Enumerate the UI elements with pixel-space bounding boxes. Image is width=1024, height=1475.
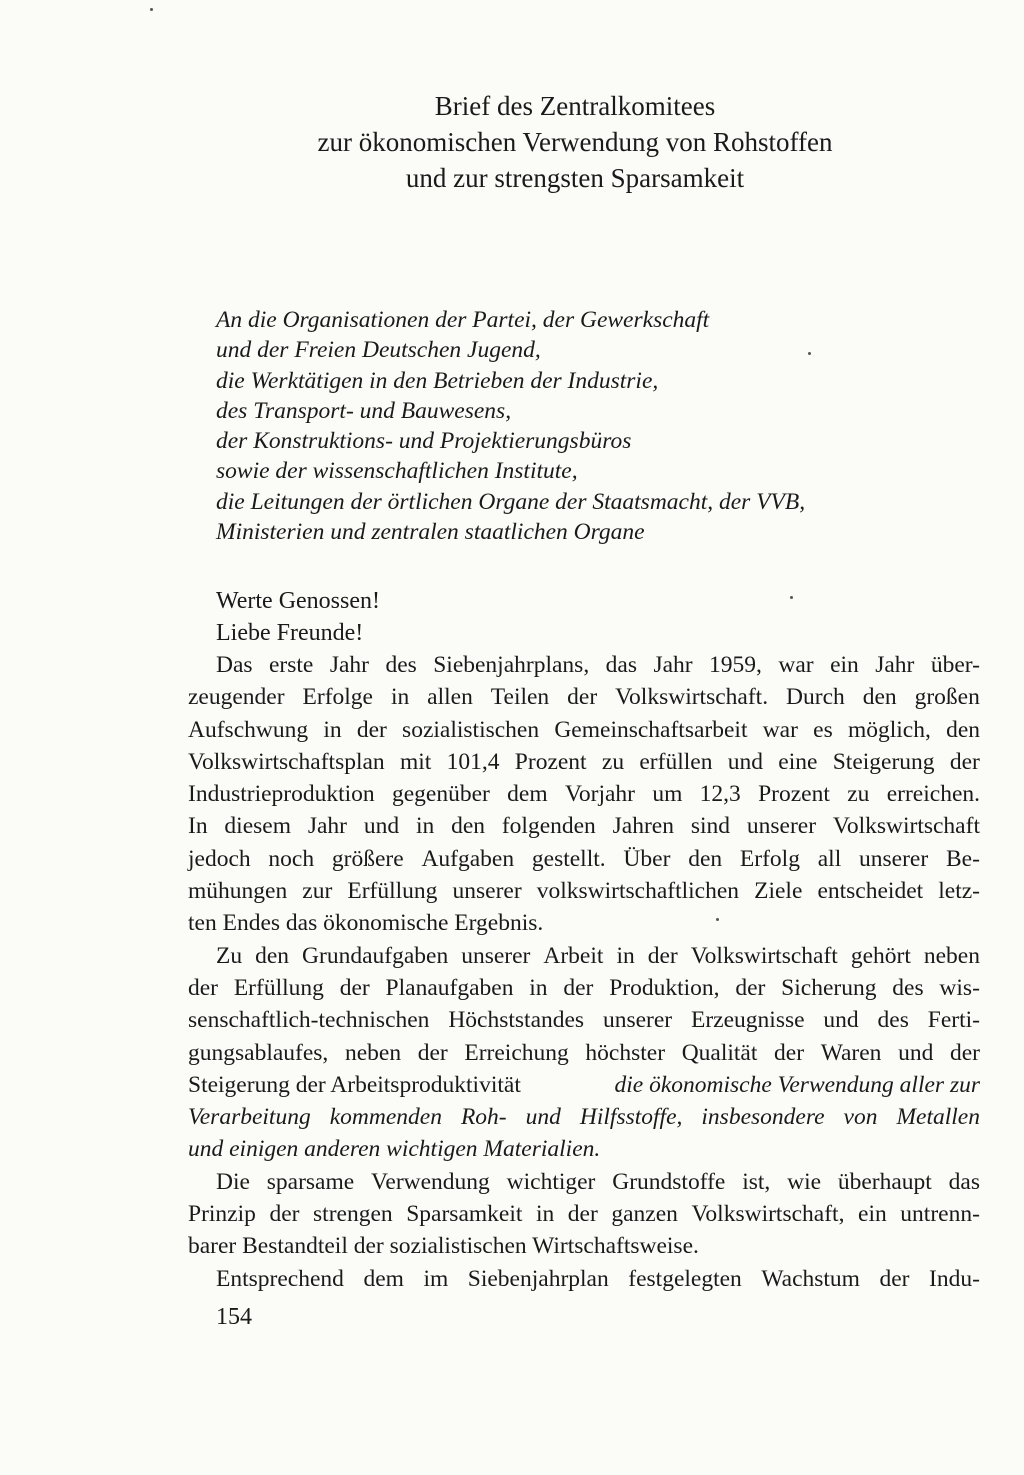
word: sind (690, 813, 731, 840)
body-text (188, 649, 980, 1295)
word: Gemeinschaftsarbeit (554, 716, 748, 743)
salutation (216, 585, 380, 649)
word: dem (363, 1265, 404, 1292)
addressee-block (216, 305, 896, 547)
body-line (188, 778, 980, 810)
word: möglich, (847, 716, 931, 743)
word: der (339, 974, 370, 1001)
body-line (188, 1004, 980, 1036)
word: festgelegten (628, 1265, 742, 1292)
salutation-line-2: Liebe Freunde! (216, 620, 364, 646)
word: sozialistischen (402, 716, 540, 743)
word: Verarbeitung (188, 1104, 311, 1131)
word: Volkswirtschaft (690, 942, 838, 969)
word: Siebenjahrplan (467, 1265, 609, 1292)
word: 101,4 (446, 748, 500, 775)
word: letz- (938, 878, 980, 905)
word: entscheidet (817, 878, 924, 905)
word: des (877, 1007, 909, 1034)
word: mit (399, 748, 432, 775)
word: Siebenjahrplans, (433, 652, 590, 678)
word: der (647, 942, 678, 969)
address-line: des Transport- und Bauwesens, (216, 397, 512, 424)
word: der (269, 1201, 300, 1228)
word: in (616, 942, 635, 969)
word: gehört (850, 942, 911, 969)
word: folgenden (501, 813, 596, 840)
word: unserer (746, 813, 817, 840)
word: wie (787, 1168, 822, 1195)
word: Arbeit (543, 942, 604, 969)
paper-speck (716, 918, 719, 921)
body-line: barer Bestandteil der sozialistischen Wirtschaftsweise. (188, 1233, 699, 1260)
word: Prozent (514, 748, 587, 775)
word: gungsablaufes, (188, 1039, 329, 1066)
word: erfüllen (639, 748, 713, 775)
word: Sparsamkeit (406, 1201, 523, 1228)
word: um (652, 781, 683, 808)
word: unserer (452, 878, 522, 905)
word: zu (601, 748, 625, 775)
word: unserer (602, 1007, 673, 1034)
word: den (946, 716, 980, 743)
word: und (525, 1104, 561, 1131)
word: Zu (216, 942, 243, 969)
body-line (188, 843, 980, 875)
emphasis-line: und einigen anderen wichtigen Materialien. (188, 1136, 601, 1163)
word: Ziele (754, 878, 803, 905)
word: Prinzip (188, 1201, 256, 1228)
word: Be- (945, 845, 980, 872)
address-line: die Leitungen der örtlichen Organe der Staatsmacht, der VVB, (216, 488, 806, 515)
word: und (363, 813, 400, 840)
word: das (605, 652, 637, 678)
word: Die (216, 1168, 250, 1195)
word: Ferti- (927, 1007, 980, 1034)
word: Volkswirtschaft. (615, 684, 769, 711)
word: den (862, 684, 897, 711)
word: es (813, 716, 833, 743)
word: gegenüber (391, 781, 490, 808)
body-line (216, 649, 980, 681)
word: eine (778, 748, 818, 775)
word: allen (427, 684, 473, 711)
body-line: ten Endes das ökonomische Ergebnis. (188, 910, 544, 937)
word: Planaufgaben (385, 974, 514, 1001)
word: Erfüllung (347, 878, 438, 905)
word: Hilfsstoffe, (579, 1104, 683, 1131)
word: Wachstum (761, 1265, 860, 1292)
paper-speck (150, 8, 153, 11)
address-line: der Konstruktions- und Projektierungsbüros (216, 428, 632, 455)
word: in (529, 974, 548, 1001)
emphasis-span: die ökonomische Verwendung aller zur (614, 1071, 980, 1098)
word: volkswirtschaftlichen (536, 878, 740, 905)
word: war (778, 652, 814, 678)
body-line (188, 1198, 980, 1230)
word: der (356, 716, 387, 743)
word: zu (847, 781, 870, 808)
word: Vorjahr (564, 781, 636, 808)
address-line: An die Organisationen der Partei, der Gewerkschaft (216, 307, 710, 333)
emphasis-line (188, 1101, 980, 1133)
word: unserer (859, 845, 929, 872)
word: Verwendung (371, 1168, 490, 1195)
word: Höchststandes (448, 1007, 585, 1034)
body-line (188, 1037, 980, 1069)
paper-speck (790, 596, 793, 599)
word: des (892, 974, 924, 1001)
word: Teilen (490, 684, 550, 711)
word: erreichen. (886, 781, 980, 808)
word: des (385, 652, 417, 678)
address-line: Ministerien und zentralen staatlichen Organe (216, 519, 645, 546)
word: größere (331, 845, 404, 872)
word: großen (914, 684, 980, 711)
word: Sicherung (781, 974, 877, 1001)
word: ein (830, 652, 859, 678)
word: das (948, 1168, 980, 1195)
word: Durch (786, 684, 845, 711)
word: in (390, 684, 410, 711)
word: über- (930, 652, 980, 678)
word: Indu- (929, 1265, 980, 1292)
title-line-1: Brief des Zentralkomitees (434, 91, 716, 121)
word: neben (923, 942, 980, 969)
word: ist, (742, 1168, 771, 1195)
word: sparsame (266, 1168, 355, 1195)
title-line-3: und zur strengsten Sparsamkeit (405, 163, 745, 193)
word: 12,3 (699, 781, 741, 808)
word: der (949, 1039, 980, 1066)
word: und (823, 1007, 859, 1034)
word: Jahr (307, 813, 347, 840)
word: wichtiger (506, 1168, 596, 1195)
word: den (451, 813, 485, 840)
word: Waren (820, 1039, 882, 1066)
word: Jahr (875, 652, 915, 678)
body-line (188, 810, 980, 842)
body-line (188, 746, 980, 778)
salutation-line-1: Werte Genossen! (216, 588, 381, 614)
word: ein (858, 1201, 887, 1228)
word: und (727, 748, 763, 775)
word: insbesondere (701, 1104, 825, 1131)
word: der (188, 974, 219, 1001)
word: wis- (939, 974, 980, 1001)
word: Volkswirtschaftsplan (188, 748, 385, 775)
body-line (216, 1166, 980, 1198)
word: der (774, 1039, 805, 1066)
word: zeugender (188, 684, 285, 711)
word: war (762, 716, 798, 743)
word: der (879, 1265, 910, 1292)
word: Aufgaben (421, 845, 515, 872)
word: noch (268, 845, 315, 872)
word: den (688, 845, 723, 872)
word: von (843, 1104, 878, 1131)
word: untrenn- (900, 1201, 980, 1228)
body-line (188, 972, 980, 1004)
word: all (817, 845, 842, 872)
paper-speck (808, 352, 811, 355)
address-line: und der Freien Deutschen Jugend, (216, 337, 541, 364)
word: Über (623, 845, 671, 872)
word: Volkswirtschaft (832, 813, 980, 840)
word: im (423, 1265, 449, 1292)
word: Entsprechend (216, 1265, 344, 1292)
word: Grundstoffe (612, 1168, 726, 1195)
word: der (567, 1201, 598, 1228)
word: der (567, 684, 598, 711)
word: in (323, 716, 342, 743)
word: und (898, 1039, 934, 1066)
address-line: die Werktätigen in den Betrieben der Industrie, (216, 367, 659, 394)
word: in (535, 1201, 555, 1228)
word: ganzen (611, 1201, 678, 1228)
word: Industrieproduktion (188, 781, 375, 808)
word: In (188, 813, 208, 840)
word: jedoch (188, 845, 251, 872)
title-line-2: zur ökonomischen Verwendung von Rohstoffen (317, 127, 833, 157)
body-line (188, 875, 980, 907)
word: in (415, 813, 435, 840)
word: gestellt. (531, 845, 606, 872)
word: Roh- (460, 1104, 507, 1131)
word: neben (344, 1039, 402, 1066)
word: 1959, (709, 652, 762, 678)
word: unserer (461, 942, 531, 969)
word: dem (507, 781, 548, 808)
word: Aufschwung (188, 716, 309, 743)
word: erste (269, 652, 314, 678)
page-number: 154 (216, 1304, 252, 1330)
body-line (216, 940, 980, 972)
word: diesem (224, 813, 291, 840)
word: mühungen (188, 878, 288, 905)
word: der (735, 974, 766, 1001)
word: zur (302, 878, 333, 905)
word: den (255, 942, 290, 969)
word: Produktion, (609, 974, 720, 1001)
address-line: sowie der wissenschaftlichen Institute, (216, 458, 578, 485)
word: Erfüllung (233, 974, 324, 1001)
word: strengen (313, 1201, 393, 1228)
page-title (230, 88, 920, 196)
word: Volkswirtschaft, (691, 1201, 845, 1228)
word: Das (216, 652, 253, 678)
word: höchster (585, 1039, 666, 1066)
word: Erzeugnisse (691, 1007, 805, 1034)
word: Jahr (653, 652, 693, 678)
word: überhaupt (837, 1168, 932, 1195)
word: der (949, 748, 980, 775)
body-line (188, 681, 980, 713)
word: Metallen (896, 1104, 980, 1131)
body-line-mixed (188, 1069, 980, 1101)
word: Qualität (681, 1039, 758, 1066)
word: senschaftlich-technischen (188, 1007, 430, 1034)
word: Jahr (329, 652, 369, 678)
word: Erreichung (464, 1039, 569, 1066)
word: Erfolge (302, 684, 373, 711)
word: der (417, 1039, 448, 1066)
body-span: Steigerung der Arbeitsproduktivität (188, 1071, 521, 1098)
word: kommenden (329, 1104, 442, 1131)
word: Erfolg (739, 845, 800, 872)
body-line (188, 714, 980, 746)
word: Prozent (758, 781, 830, 808)
word: Jahren (612, 813, 674, 840)
body-line (216, 1263, 980, 1295)
word: Grundaufgaben (302, 942, 449, 969)
word: Steigerung (832, 748, 935, 775)
word: der (563, 974, 594, 1001)
